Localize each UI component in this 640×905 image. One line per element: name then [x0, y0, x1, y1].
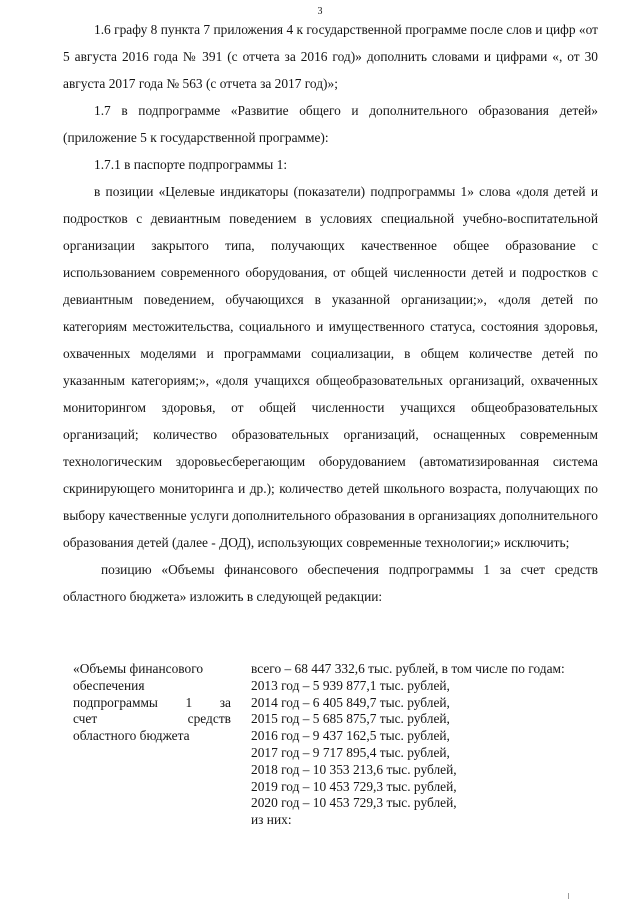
page-number: 3 [317, 6, 323, 17]
funding-year-row: 2020 год – 10 453 729,3 тыс. рублей, [251, 795, 457, 811]
funding-label-word: 1 [185, 694, 193, 710]
funding-year-row: 2014 год – 6 405 849,7 тыс. рублей, [251, 694, 450, 710]
funding-year-row: 2016 год – 9 437 162,5 тыс. рублей, [251, 728, 450, 744]
funding-label-line [73, 711, 231, 728]
funding-total: всего – 68 447 332,6 тыс. рублей, в том числе по годам: [251, 661, 565, 676]
paragraph-1-6: 1.6 графу 8 пункта 7 приложения 4 к государственной программе после слов и цифр «от 5 августа 2016 года № 391 (с отчета за 2016 год)» дополнить словами и цифрами «, от 30 августа 2017 года № 563 (с отчета за 2017 год)»; [63, 22, 598, 91]
funding-footer: из них: [251, 812, 292, 828]
funding-year-row: 2017 год – 9 717 895,4 тыс. рублей, [251, 744, 450, 760]
funding-label-word: подпрограммы [73, 694, 158, 710]
funding-label-cell [73, 661, 231, 745]
funding-year-row: 2013 год – 5 939 877,1 тыс. рублей, [251, 677, 450, 693]
funding-year-row: 2019 год – 10 453 729,3 тыс. рублей, [251, 778, 457, 794]
funding-label-word: за [219, 694, 231, 710]
funding-label-word: средств [187, 711, 231, 727]
funding-label-line: обеспечения [73, 677, 145, 693]
scan-margin-mark [568, 893, 569, 899]
funding-year-row: 2015 год – 5 685 875,7 тыс. рублей, [251, 711, 450, 727]
paragraph-funding-position: позицию «Объемы финансового обеспечения подпрограммы 1 за счет средств областного бюджета» изложить в следующей редакции: [63, 562, 598, 604]
document-body [63, 16, 598, 610]
paragraph-1-7: 1.7 в подпрограмме «Развитие общего и дополнительного образования детей» (приложение 5 к государственной программе): [63, 103, 598, 145]
funding-label-line [73, 695, 231, 712]
funding-label-word: счет [73, 711, 98, 727]
paragraph-target-indicators: в позиции «Целевые индикаторы (показатели) подпрограммы 1» слова «доля детей и подростков с девиантным поведением в условиях специальной учебно-воспитательной организации закрытого типа, получающих качественное общее образование с использованием современного оборудования, от общей численности детей и подростков с девиантным поведением, обучающихся в указанной организации;», «доля детей по категориям местожительства, социального и имущественного статуса, состояния здоровья, охваченных моделями и программами социализации, в общем количестве детей по указанным категориям;», «доля учащихся общеобразовательных организаций, охваченных мониторингом здоровья, от общей численности учащихся общеобразовательных организаций; количество образовательных организаций, оснащенных современным технологическим здоровьесберегающим оборудованием (автоматизированная система скринирующего мониторинга и др.); количество детей школьного возраста, получающих по выбору качественные услуги дополнительного образования в организациях дополнительного образования детей (далее - ДОД), использующих современные технологии;» исключить; [63, 184, 598, 550]
funding-year-row: 2018 год – 10 353 213,6 тыс. рублей, [251, 761, 457, 777]
paragraph-1-7-1: 1.7.1 в паспорте подпрограммы 1: [94, 157, 288, 172]
funding-label-line: «Объемы финансового [73, 661, 204, 676]
funding-value-cell [251, 661, 601, 829]
funding-label-line: областного бюджета [73, 728, 190, 744]
